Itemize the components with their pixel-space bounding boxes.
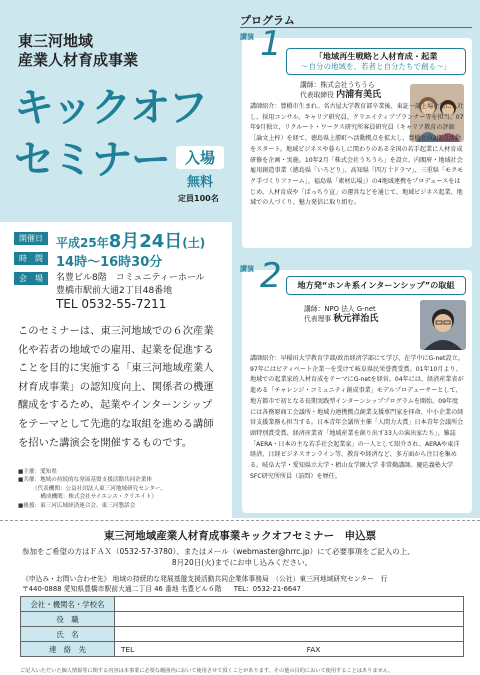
free-badge-bottom: 無料: [186, 175, 213, 190]
talk-label: 講演: [240, 33, 254, 41]
speaker-line: [304, 314, 378, 324]
privacy-note: ご記入いただいた個人情報等に関する内容は本事業に必要な範囲内において使用させて頂くことがあります。その他の目的において使用することはありません。: [20, 668, 394, 674]
tel-label: TEL: [121, 644, 135, 654]
venue-value: [56, 272, 205, 311]
contact-org: 地域の持続的な発展基盤支援活動共同企業体事務局 （公社）東三河地域研究センター 行: [112, 575, 388, 583]
speaker-role: 講師：株式会社うちうら: [300, 81, 375, 89]
talk-title: 地方発“ホンキ系インターンシップ”の取組: [286, 276, 466, 295]
form-row: [21, 627, 464, 642]
contact-line: [22, 584, 462, 594]
speaker-line: [300, 90, 381, 100]
speaker-info: [300, 80, 381, 100]
date-value: [56, 227, 205, 253]
form-row: [21, 597, 464, 612]
position-field[interactable]: [115, 612, 464, 627]
capacity-label: 定員100名: [178, 194, 219, 203]
speaker-photo: [420, 300, 466, 350]
talk-title-sub: ～自分の地域を、若者と自分たちで創る～」: [301, 62, 451, 71]
note-line: （代表機関：公益社団法人東三河地域研究センター、: [18, 485, 166, 492]
program-column: [232, 0, 480, 518]
contact-address: 〒440-0888 愛知県豊橋市駅前大通二丁目 46 番地 名豊ビル６階: [22, 585, 222, 593]
speaker-bio: 講師紹介：豊橋市生まれ。名古屋大学教育部卒業後、東証一部上場企業に入社し、採用コンサル、キャリア研究員、クリエイティブプランナー等を担当。07年9月独立、リクルート・ワークス研究所客員研究員（キャリア教育の評価［論文上梓）を経て、徳島県上勝町へ活動拠点を拡大し、豊橋との2拠点活動をスタート。地域ビジネスや暮らしに関わりのある全国の若手起業に人材育成研修を企画・実施。10年2月「株式会社うちうら」を設立、内閣府・地域社会雇用創造事業（徳島県「いろどり」、高知県「四万十ドラマ」、三重県「モクモク手づくりファーム」、福島県「素材広場」）の4地域連携をプロデュースをはじめ、人材育成や「ぱっちり宣」の運営などを通じて、地域ビジネス起業、地域での人づくり、魅力発信に取り組む。: [250, 103, 464, 207]
contact-line: [22, 574, 462, 584]
contact-field[interactable]: [115, 642, 464, 657]
fax-label: FAX: [306, 644, 321, 654]
date-weekday: (土): [182, 236, 206, 250]
venue-address: 豊橋市駅前大通2丁目48番地: [56, 286, 173, 296]
note-line: ■共催：地域の持続的な発展基盤支援活動共同企業体: [18, 477, 152, 484]
speaker-info: [304, 304, 378, 324]
organizer-notes: [18, 468, 232, 510]
note-line: 構成機関：株式会社サイエンス・クリエイト）: [18, 494, 157, 501]
form-instruction-line: 参加をご希望の方はＦＡＸ（0532-57-3780）、またはメール（webmaster@hrrc.jp）にて必要事項をご記入の上、: [22, 547, 415, 556]
form-title: 東三河地域産業人材育成事業キックオフセミナー 申込票: [103, 530, 377, 542]
speaker-name: 秋元祥治氏: [333, 314, 379, 324]
contact-tel: TEL：0532-21-6647: [233, 585, 301, 593]
form-label: 役 職: [21, 612, 115, 627]
hero-title-kickoff: キックオフ: [14, 85, 207, 131]
hero-title-seminar: セミナー: [14, 137, 170, 183]
form-instructions: [22, 546, 462, 568]
talk-title: [286, 48, 466, 75]
venue-tel: TEL 0532-55-7211: [56, 297, 167, 311]
company-field[interactable]: [115, 597, 464, 612]
left-column: [0, 0, 232, 518]
application-form-table: [20, 596, 464, 657]
talk-title-main: 「地域再生戦略と人材育成・起業: [314, 51, 438, 61]
free-admission-badge: [176, 146, 224, 190]
talk-number: 1: [260, 24, 282, 64]
form-row: [21, 642, 464, 657]
form-deadline: 8月20日(火)までにお申し込みください。: [171, 558, 313, 567]
speaker-role: 講師：NPO 法人 G-net: [304, 305, 376, 313]
talk-card-1: [240, 24, 472, 248]
speaker-title: 代表取締役: [300, 91, 334, 99]
speaker-bio: 講師紹介：早稲田大学教育学部/政治経済学部にて学び、在学中にG-net設立。97年にはビティベート企業一を受けて岐阜県民栄誉賞受賞。01年10月より、地域での起業家的人材育成をテーマにG-netを経営。04年には、経済産業省が進める「チャレンジ・コミュニティ創成事業」モデルプロデューサーとして、地方都市で初となる長期実践型インターンシッププログラムを開始。09年度には各務原商工会議所・地域力連携拠点創業支援専門家を拝命、中小企業の経営支援業務も担当する。日本青年会議所主催「人間力大賞」日本青年会議所会頭特別賞受賞、経済産業省「地域産業を創り出す33人の演出家たち」、雑誌「AERA・日本の主な若手社会起業家」の一人として紹介され、AERAや東洋経済、日経ビジネスオンライン等、教育や経済など、多方面から注目を集める。岐阜大学・愛知県立大学・椙山女学園大学 非常勤講師。慶応義塾大学SFC研究所所員（訪問）を歴任。: [250, 355, 464, 480]
lead-paragraph: このセミナーは、東三河地域での６次産業化や若者の地域での雇用、起業を促進することを目的に実施する「東三河地域産業人材育成事業」の認知度向上、関係者の機運醸成をするため、起業やインターンシップをテーマとして先進的な取組を進める講師を招いた講演会を開催するものです。: [18, 325, 214, 449]
venue-tag: 会 場: [14, 272, 48, 285]
note-line: ■後援：東三河広域経済連合会、東三河懇話会: [18, 502, 136, 509]
date-tag: 開催日: [14, 232, 48, 245]
talk-label: 講演: [240, 265, 254, 273]
contact-label: 《申込み・お問い合わせ先》: [22, 575, 111, 583]
program-header: プログラム: [240, 14, 295, 27]
form-label: 連 絡 先: [21, 642, 115, 657]
form-row: [21, 612, 464, 627]
speaker-name: 内浦有美氏: [336, 90, 382, 100]
time-tag: 時 間: [14, 252, 48, 265]
venue-name: 名豊ビル8階 コミュニティーホール: [56, 273, 205, 283]
form-label: 氏 名: [21, 627, 115, 642]
hero-block: [0, 0, 232, 222]
date-day: 8月24日: [108, 231, 183, 252]
talk-card-2: [240, 256, 472, 513]
talk-number: 2: [260, 256, 282, 296]
form-contact: [22, 574, 462, 594]
time-value: 14時～16時30分: [56, 255, 163, 270]
date-year: 平成25年: [56, 236, 109, 250]
form-label: 会社・機関名・学校名: [21, 597, 115, 612]
cut-line: [0, 520, 480, 521]
hero-line2: 産業人材育成事業: [18, 51, 139, 69]
free-badge-top: 入場: [176, 146, 224, 169]
note-line: ■主催：愛知県: [18, 469, 57, 475]
name-field[interactable]: [115, 627, 464, 642]
hero-line1: 東三河地域: [18, 32, 94, 50]
speaker-title: 代表理事: [304, 315, 332, 323]
